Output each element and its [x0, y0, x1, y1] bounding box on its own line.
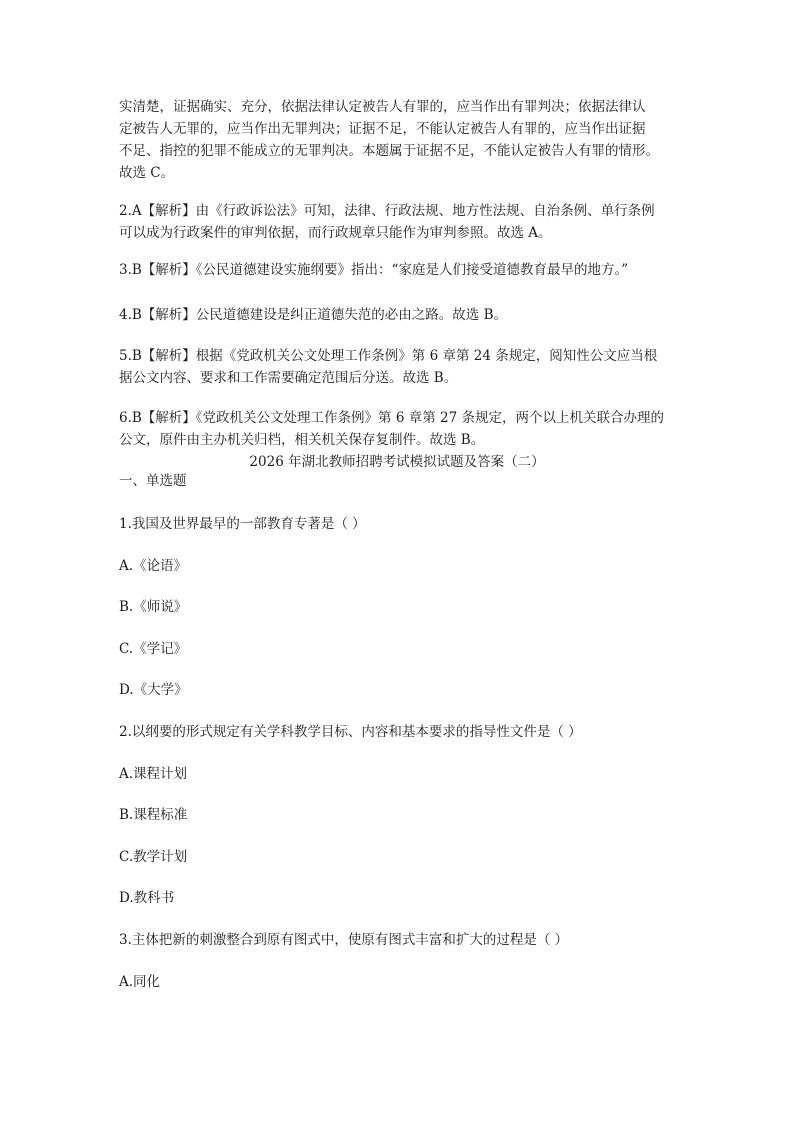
answer-explanation-5: [119, 345, 679, 389]
question-2-option-c: C.教学计划: [119, 849, 188, 865]
question-1-option-d: D.《大学》: [119, 682, 188, 698]
text-line: 定被告人无罪的，应当作出无罪判决；证据不足，不能认定被告人有罪的，应当作出证据: [119, 121, 646, 137]
text-line: 2.A【解析】由《行政诉讼法》可知，法律、行政法规、地方性法规、自治条例、单行条例: [119, 203, 655, 219]
question-1-stem: 1.我国及世界最早的一部教育专著是（ ）: [119, 516, 366, 532]
question-2-option-b: B.课程标准: [119, 807, 188, 823]
question-2-stem: 2.以纲要的形式规定有关学科教学目标、内容和基本要求的指导性文件是（ ）: [119, 724, 582, 740]
answer-explanation-3: [119, 259, 679, 281]
question-2-option-d: D.教科书: [119, 890, 175, 906]
exam-title: 2026 年湖北教师招聘考试模拟试题及答案（二）: [249, 454, 545, 470]
text-line: 故选 C。: [119, 165, 175, 181]
question-1-option-c: C.《学记》: [119, 641, 188, 657]
answer-explanation-2: [119, 200, 679, 244]
question-1-option-a: A.《论语》: [119, 558, 188, 574]
question-2-option-a: A.课程计划: [119, 766, 188, 782]
question-1-option-b: B.《师说》: [119, 599, 188, 615]
text-line: 4.B【解析】公民道德建设是纠正道德失范的必由之路。故选 B。: [119, 307, 508, 323]
text-line: 6.B【解析】《党政机关公文处理工作条例》第 6 章第 27 条规定，两个以上机关联合办理的: [119, 410, 664, 426]
answer-explanation-6: [119, 407, 679, 451]
text-line: 5.B【解析】根据《党政机关公文处理工作条例》第 6 章第 24 条规定，阅知性公文应当根: [119, 348, 658, 364]
answer-explanation-4: [119, 304, 679, 326]
text-line: 可以成为行政案件的审判依据，而行政规章只能作为审判参照。故选 A。: [119, 225, 552, 241]
section-title: 一、单选题: [119, 473, 187, 489]
text-line: 据公文内容、要求和工作需要确定范围后分送。故选 B。: [119, 370, 458, 386]
explanation-continuation: [119, 96, 679, 184]
text-line: 不足、指控的犯罪不能成立的无罪判决。本题属于证据不足，不能认定被告人有罪的情形。: [119, 143, 659, 159]
text-line: 3.B【解析】《公民道德建设实施纲要》指出：“家庭是人们接受道德教育最早的地方。”: [119, 262, 629, 278]
text-line: 公文，原件由主办机关归档，相关机关保存复制件。故选 B。: [119, 432, 485, 448]
question-3-option-a: A.同化: [119, 974, 161, 990]
question-3-stem: 3.主体把新的刺激整合到原有图式中，使原有图式丰富和扩大的过程是（ ）: [119, 932, 569, 948]
text-line: 实清楚，证据确实、充分，依据法律认定被告人有罪的，应当作出有罪判决；依据法律认: [119, 99, 646, 115]
